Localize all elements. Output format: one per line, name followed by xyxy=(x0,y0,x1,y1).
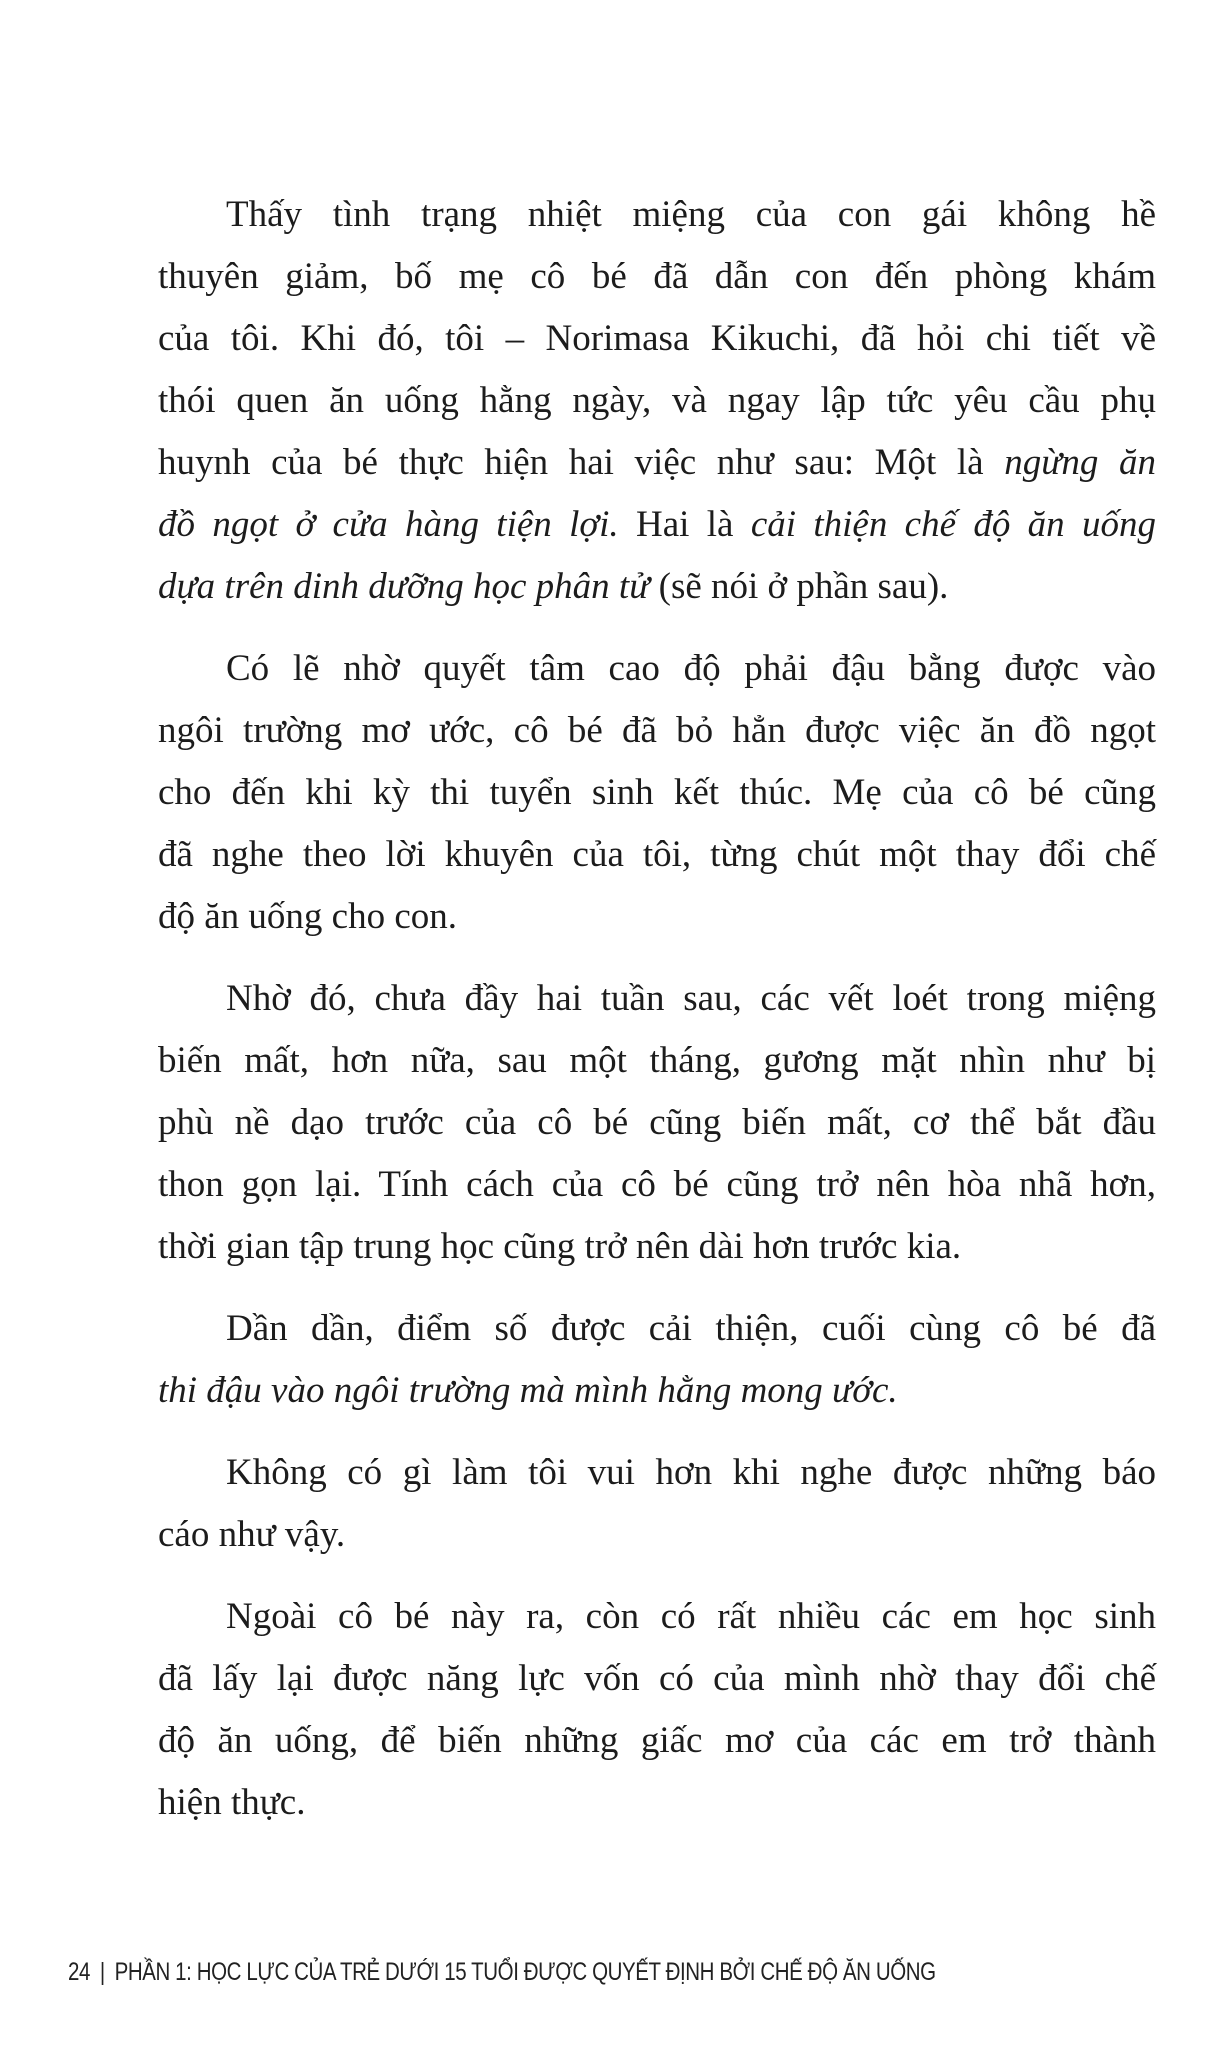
text-segment: Thấy tình trạng nhiệt miệng của con gái không hề xyxy=(226,194,1156,235)
text-line xyxy=(158,1586,1156,1648)
text-line xyxy=(158,370,1156,432)
text-segment: phù nề dạo trước của cô bé cũng biến mất, cơ thể bắt đầu xyxy=(158,1102,1156,1143)
text-line xyxy=(158,494,1156,556)
paragraph xyxy=(158,968,1156,1278)
text-line xyxy=(158,1442,1156,1504)
text-line xyxy=(158,1772,1156,1834)
text-segment: (sẽ nói ở phần sau). xyxy=(649,566,949,607)
text-segment: Dần dần, điểm số được cải thiện, cuối cùng cô bé đã xyxy=(226,1308,1156,1349)
text-segment: biến mất, hơn nữa, sau một tháng, gương mặt nhìn như bị xyxy=(158,1040,1156,1081)
text-line xyxy=(158,762,1156,824)
text-line xyxy=(158,1030,1156,1092)
text-segment: cho đến khi kỳ thi tuyển sinh kết thúc. Mẹ của cô bé cũng xyxy=(158,772,1156,813)
text-line xyxy=(158,556,1156,618)
text-line xyxy=(158,432,1156,494)
text-line xyxy=(158,886,1156,948)
text-line xyxy=(158,1710,1156,1772)
text-segment: huynh của bé thực hiện hai việc như sau: Một là xyxy=(158,442,1005,483)
paragraph xyxy=(158,184,1156,618)
text-segment: Hai là xyxy=(618,504,751,545)
page-footer xyxy=(68,1958,936,1987)
text-segment: Không có gì làm tôi vui hơn khi nghe được những báo xyxy=(226,1452,1156,1493)
italic-text: thi đậu vào ngôi trường mà mình hằng mong ước. xyxy=(158,1370,898,1411)
text-line xyxy=(158,638,1156,700)
text-segment: Nhờ đó, chưa đầy hai tuần sau, các vết loét trong miệng xyxy=(226,978,1156,1019)
footer-separator: | xyxy=(99,1958,105,1986)
page-number: 24 xyxy=(68,1958,90,1986)
italic-text: dựa trên dinh dưỡng học phân tử xyxy=(158,566,650,607)
paragraph xyxy=(158,1442,1156,1566)
text-line xyxy=(158,968,1156,1030)
text-line xyxy=(158,184,1156,246)
text-line xyxy=(158,824,1156,886)
text-line xyxy=(158,1504,1156,1566)
paragraph xyxy=(158,638,1156,948)
running-title: PHẦN 1: HỌC LỰC CỦA TRẺ DƯỚI 15 TUỔI ĐƯỢC QUYẾT ĐỊNH BỞI CHẾ ĐỘ ĂN UỐNG xyxy=(114,1958,936,1986)
text-line xyxy=(158,1154,1156,1216)
text-line xyxy=(158,700,1156,762)
italic-text: ngừng ăn xyxy=(1004,442,1157,483)
text-segment: đã lấy lại được năng lực vốn có của mình nhờ thay đổi chế xyxy=(158,1658,1156,1699)
text-segment: độ ăn uống, để biến những giấc mơ của các em trở thành xyxy=(158,1720,1156,1761)
text-segment: thói quen ăn uống hằng ngày, và ngay lập tức yêu cầu phụ xyxy=(158,380,1156,421)
text-line xyxy=(158,1360,1156,1422)
text-segment: thuyên giảm, bố mẹ cô bé đã dẫn con đến phòng khám xyxy=(158,256,1156,297)
text-line xyxy=(158,246,1156,308)
italic-text: cải thiện chế độ ăn uống xyxy=(750,504,1157,545)
text-segment: ngôi trường mơ ước, cô bé đã bỏ hẳn được việc ăn đồ ngọt xyxy=(158,710,1156,751)
italic-text: đồ ngọt ở cửa hàng tiện lợi. xyxy=(158,504,619,545)
text-segment: thời gian tập trung học cũng trở nên dài hơn trước kia. xyxy=(158,1226,962,1267)
paragraph xyxy=(158,1298,1156,1422)
body-text xyxy=(158,184,1156,1854)
text-segment: Có lẽ nhờ quyết tâm cao độ phải đậu bằng được vào xyxy=(226,648,1156,689)
text-segment: cáo như vậy. xyxy=(158,1514,346,1555)
text-segment: độ ăn uống cho con. xyxy=(158,896,458,937)
text-segment: của tôi. Khi đó, tôi – Norimasa Kikuchi, đã hỏi chi tiết về xyxy=(158,318,1156,359)
text-segment: hiện thực. xyxy=(158,1782,306,1823)
text-line xyxy=(158,1648,1156,1710)
text-line xyxy=(158,1092,1156,1154)
text-line xyxy=(158,1298,1156,1360)
text-segment: Ngoài cô bé này ra, còn có rất nhiều các em học sinh xyxy=(226,1596,1156,1637)
text-segment: thon gọn lại. Tính cách của cô bé cũng trở nên hòa nhã hơn, xyxy=(158,1164,1156,1205)
text-line xyxy=(158,308,1156,370)
paragraph xyxy=(158,1586,1156,1834)
text-line xyxy=(158,1216,1156,1278)
text-segment: đã nghe theo lời khuyên của tôi, từng chút một thay đổi chế xyxy=(158,834,1156,875)
